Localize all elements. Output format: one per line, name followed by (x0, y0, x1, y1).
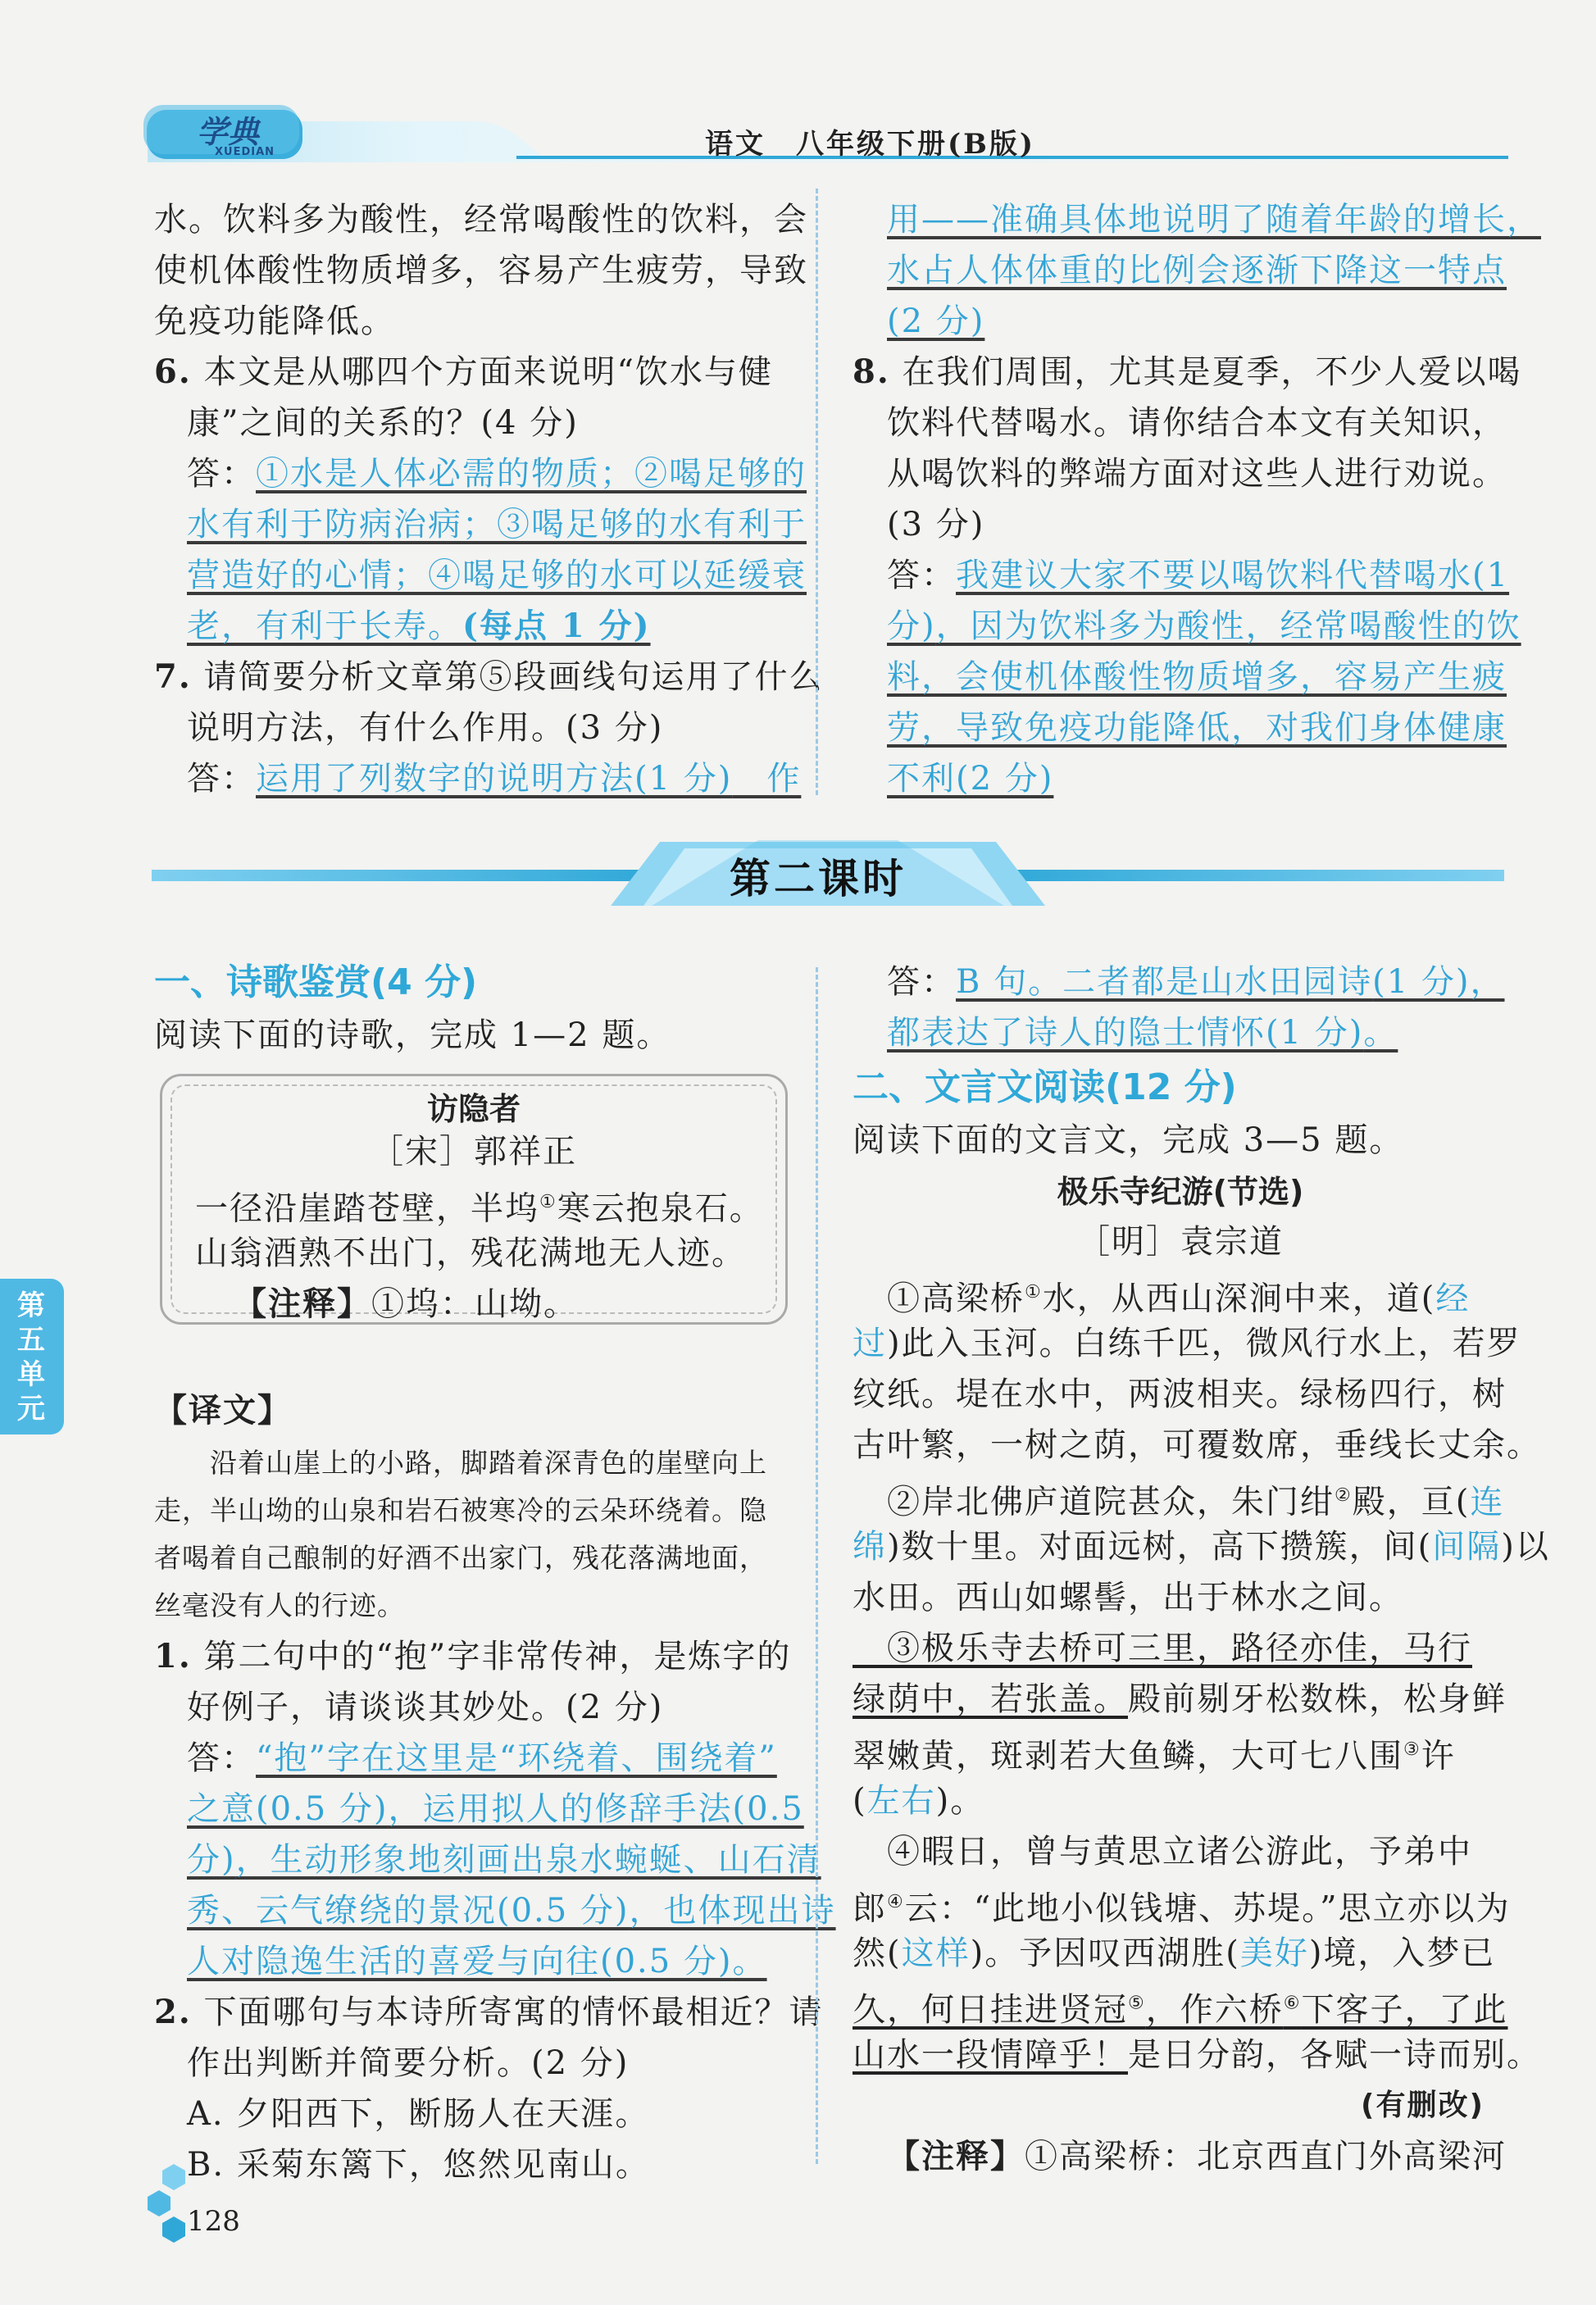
answer-text: 都表达了诗人的隐士情怀 (887, 1014, 1266, 1052)
translation-line: 沿着山崖上的小路，脚踏着深青色的崖壁向上 (154, 1447, 767, 1479)
paragraph-4-line: 山水一段情障乎！是日分韵，各赋一诗而别。 (853, 2036, 1541, 2074)
poem-line-1 (195, 1177, 764, 1234)
answer-text: 人对隐逸生活的喜爱与向往 (187, 1943, 600, 1980)
note-marker: ② (1335, 1485, 1353, 1506)
note-marker: ① (1025, 1282, 1043, 1303)
translation-label: 【译文】 (154, 1392, 292, 1430)
answer-text: 不利 (887, 760, 956, 798)
paragraph-1-line: ①高梁桥①水，从西山深涧中来，道(经 (853, 1280, 1471, 1318)
answer-text: 水占人体体重的比例会逐渐下降这一特点 (887, 252, 1507, 289)
answer-text: ，也体现出诗 (629, 1892, 836, 1930)
answer-label: 答： (887, 963, 956, 1001)
gloss: 这样 (901, 1934, 971, 1972)
text-author: ［明］袁宗道 (1077, 1223, 1284, 1261)
option-a: A. 夕阳西下，断肠人在天涯。 (187, 2095, 650, 2133)
question-text: 第二句中的“抱”字非常传神，是炼字的 (191, 1638, 792, 1675)
answer-text: 劳，导致免疫功能降低，对我们身体健康 (887, 709, 1507, 747)
score-note: (1 分) (1266, 1014, 1364, 1052)
answer-text: 用——准确具体地说明了随着年龄的增长， (887, 201, 1541, 239)
answer-2 (887, 957, 1504, 1007)
paragraph-1-line: 过)此入玉河。白练千匹，微风行水上，若罗 (853, 1325, 1521, 1362)
column-divider (816, 189, 818, 795)
question-text: 在我们周围，尤其是夏季，不少人爱以喝 (889, 353, 1522, 391)
poem-title: 访隐者 (426, 1091, 521, 1127)
passage-line: 免疫功能降低。 (154, 302, 395, 340)
score-note: (2 分) (887, 302, 985, 340)
answer-label: 答： (187, 455, 256, 493)
column-divider (816, 967, 818, 2164)
question-number: 1. (154, 1637, 192, 1675)
answer-6-end (187, 601, 651, 652)
question-number: 8. (853, 352, 890, 391)
answer-1-line (187, 1784, 804, 1834)
question-text: 下面哪句与本诗所寄寓的情怀最相近？请 (191, 1994, 824, 2031)
logo-text: 学典 (197, 114, 260, 150)
answer-1-line (187, 1834, 821, 1885)
translation-line: 走，半山坳的山泉和岩石被寒冷的云朵环绕着。隐 (154, 1494, 767, 1526)
paragraph-2-line: 绵)数十里。对面远树，高下攒簇，间(间隔)以 (853, 1528, 1550, 1566)
score-note: (0.5 (732, 1790, 804, 1828)
answer-text: 。 (1363, 1014, 1398, 1052)
section-2-title: 二、文言文阅读(12 分) (853, 1066, 1237, 1108)
lesson-title: 第二课时 (730, 855, 907, 902)
unit-side-tab-label: 第五单元 (17, 1289, 45, 1425)
paragraph-2-line: ②岸北佛庐道院甚众，朱门绀②殿，亘(连 (853, 1483, 1505, 1521)
question-8 (853, 347, 1521, 398)
note-label: 【注释】 (887, 2138, 1025, 2175)
note-marker: ⑤ (1128, 1994, 1146, 2014)
answer-label: 答： (187, 1739, 256, 1777)
text-note (887, 2131, 1507, 2182)
note-text: ①坞：山坳。 (371, 1285, 578, 1323)
text-title: 极乐寺纪游(节选) (1057, 1174, 1304, 1210)
question-number: 7. (154, 657, 192, 696)
question-text: 从喝饮料的弊端方面对这些人进行劝说。 (887, 455, 1507, 493)
answer-8-end (887, 753, 1053, 804)
paragraph-2-line: 水田。西山如螺髻，出于林水之间。 (853, 1579, 1403, 1616)
question-text: 说明方法，有什么作用。(3 分) (187, 709, 664, 747)
score-note: (1 分) (634, 760, 733, 798)
note-marker: ① (539, 1192, 557, 1212)
answer-8-line (887, 601, 1521, 652)
paragraph-4-line: ④暇日，曾与黄思立诸公游此，予弟中 (853, 1833, 1472, 1871)
answer-text: 水有利于防病治病；③喝足够的水有利于 (187, 506, 807, 543)
note-marker: ③ (1403, 1739, 1421, 1760)
answer-text: B 句。二者都是山水田园诗 (956, 963, 1373, 1001)
score-note: (2 分) (956, 760, 1054, 798)
option-b: B. 采菊东篱下，悠然见南山。 (187, 2146, 650, 2184)
question-6 (154, 347, 773, 398)
answer-text: ， (1470, 963, 1505, 1001)
gloss: 经 (1435, 1280, 1471, 1318)
logo-subtext: XUEDIAN (215, 146, 275, 158)
question-7 (154, 652, 823, 702)
translation-line: 者喝着自己酿制的好酒不出家门，残花落满地面， (154, 1542, 767, 1574)
gloss: 左右 (866, 1782, 936, 1820)
section-intro: 阅读下面的文言文，完成 3—5 题。 (853, 1121, 1404, 1159)
poem-line-2: 山翁酒熟不出门，残花满地无人迹。 (195, 1234, 746, 1272)
score-note: (0.5 分) (256, 1790, 389, 1828)
question-text: 作出判断并简要分析。(2 分) (187, 2044, 630, 2082)
answer-6 (187, 448, 807, 499)
answer-text: 秀、云气缭绕的景况 (187, 1892, 497, 1930)
paragraph-3-line: 绿荫中，若张盖。殿前剔牙松数株，松身鲜 (853, 1680, 1507, 1718)
answer-text: 运用了列数字的说明方法 (256, 760, 634, 798)
question-text: 请简要分析文章第⑤段画线句运用了什么 (191, 658, 824, 696)
book-title: 语文 八年级下册(B版) (705, 128, 1035, 161)
answer-text: 营造好的心情；④喝足够的水可以延缓衰 (187, 557, 807, 594)
answer-text: 我建议大家不要以喝饮料代替喝水 (956, 557, 1472, 594)
gloss: 连 (1470, 1483, 1505, 1521)
score-note: (每点 1 分) (462, 607, 651, 645)
question-1 (154, 1631, 791, 1682)
note-marker: ⑥ (1283, 1994, 1302, 2014)
translation-line: 丝毫没有人的行迹。 (154, 1589, 405, 1621)
paragraph-1-line: 纹纸。堤在水中，两波相夹。绿杨四行，树 (853, 1375, 1507, 1413)
gloss: 过 (853, 1325, 887, 1362)
answer-text: 老，有利于长寿。 (187, 607, 462, 645)
poem-note (234, 1279, 578, 1330)
answer-label: 答： (887, 557, 956, 594)
question-text: 好例子，请谈谈其妙处。(2 分) (187, 1689, 664, 1726)
paragraph-4-line: 久，何日挂进贤冠⑤，作六桥⑥下客子，了此 (853, 1991, 1508, 2030)
score-note: (1 (1472, 557, 1510, 594)
question-text: (3 分) (887, 506, 985, 543)
answer-text: ，因为饮料多为酸性，经常喝酸性的饮 (935, 607, 1521, 645)
answer-text: ，运用拟人的修辞手法 (388, 1790, 733, 1828)
answer-label: 答： (187, 760, 256, 798)
note-label: 【注释】 (234, 1285, 371, 1323)
paragraph-3-line: ③极乐寺去桥可三里，路径亦佳，马行 (853, 1630, 1472, 1667)
paragraph-1-line: 古叶繁，一树之荫，可覆数席，垂线长丈余。 (853, 1426, 1541, 1464)
answer-1-line (187, 1936, 767, 1987)
answer-text: 作 (732, 760, 802, 798)
answer-8 (887, 550, 1509, 601)
question-text: 饮料代替喝水。请你结合本文有关知识， (887, 404, 1507, 442)
score-note: 分) (187, 1841, 236, 1879)
question-number: 2. (154, 1993, 192, 2031)
section-intro: 阅读下面的诗歌，完成 1—2 题。 (154, 1016, 671, 1054)
passage-line: 水。饮料多为酸性，经常喝酸性的饮料，会 (154, 201, 808, 239)
note-text: ①高梁桥：北京西直门外高梁河 (1025, 2138, 1507, 2175)
poem-author: ［宋］郭祥正 (371, 1133, 577, 1171)
score-note: 分) (887, 607, 936, 645)
answer-7 (187, 753, 801, 804)
poem-text: 一径沿崖踏苍壁，半坞 (195, 1189, 539, 1228)
page-number: 128 (187, 2205, 240, 2238)
answer-text: 。 (732, 1943, 767, 1980)
gloss: 间隔 (1432, 1528, 1502, 1566)
score-note: (1 分) (1372, 963, 1471, 1001)
note-marker: ④ (887, 1892, 905, 1912)
question-2 (154, 1987, 823, 2038)
gloss: 美好 (1239, 1934, 1309, 1972)
paragraph-4-line: 郎④云：“此地小似钱塘、苏堤。”思立亦以为 (853, 1889, 1511, 1928)
paragraph-3-line: (左右)。 (853, 1782, 985, 1820)
gloss: 绵 (853, 1528, 887, 1566)
poem-text: 寒云抱泉石。 (557, 1189, 764, 1228)
answer-text: ①水是人体必需的物质；②喝足够的 (256, 455, 807, 493)
paragraph-3-line: 翠嫩黄，斑剥若大鱼鳞，大可七八围③许 (853, 1737, 1456, 1775)
answer-2-line (887, 1007, 1398, 1058)
answer-text: “抱”字在这里是“环绕着、围绕着” (256, 1739, 777, 1777)
answer-1 (187, 1733, 777, 1784)
answer-1-line (187, 1885, 836, 1936)
question-text: 康”之间的关系的？(4 分) (187, 404, 579, 442)
question-number: 6. (154, 352, 192, 391)
answer-text: 料，会使机体酸性物质增多，容易产生疲 (887, 658, 1507, 696)
passage-line: 使机体酸性物质增多，容易产生疲劳，导致 (154, 252, 808, 289)
score-note: (0.5 分) (497, 1892, 630, 1930)
answer-text: ，生动形象地刻画出泉水蜿蜒、山石清 (235, 1841, 821, 1879)
question-text: 本文是从哪四个方面来说明“饮水与健 (191, 353, 773, 391)
answer-text: 之意 (187, 1790, 256, 1828)
section-1-title: 一、诗歌鉴赏(4 分) (154, 962, 478, 1003)
score-note: (0.5 分) (600, 1943, 733, 1980)
paragraph-4-line: 然(这样)。予因叹西湖胜(美好)境，入梦已 (853, 1934, 1496, 1972)
source-note: (有删改) (1361, 2089, 1485, 2122)
